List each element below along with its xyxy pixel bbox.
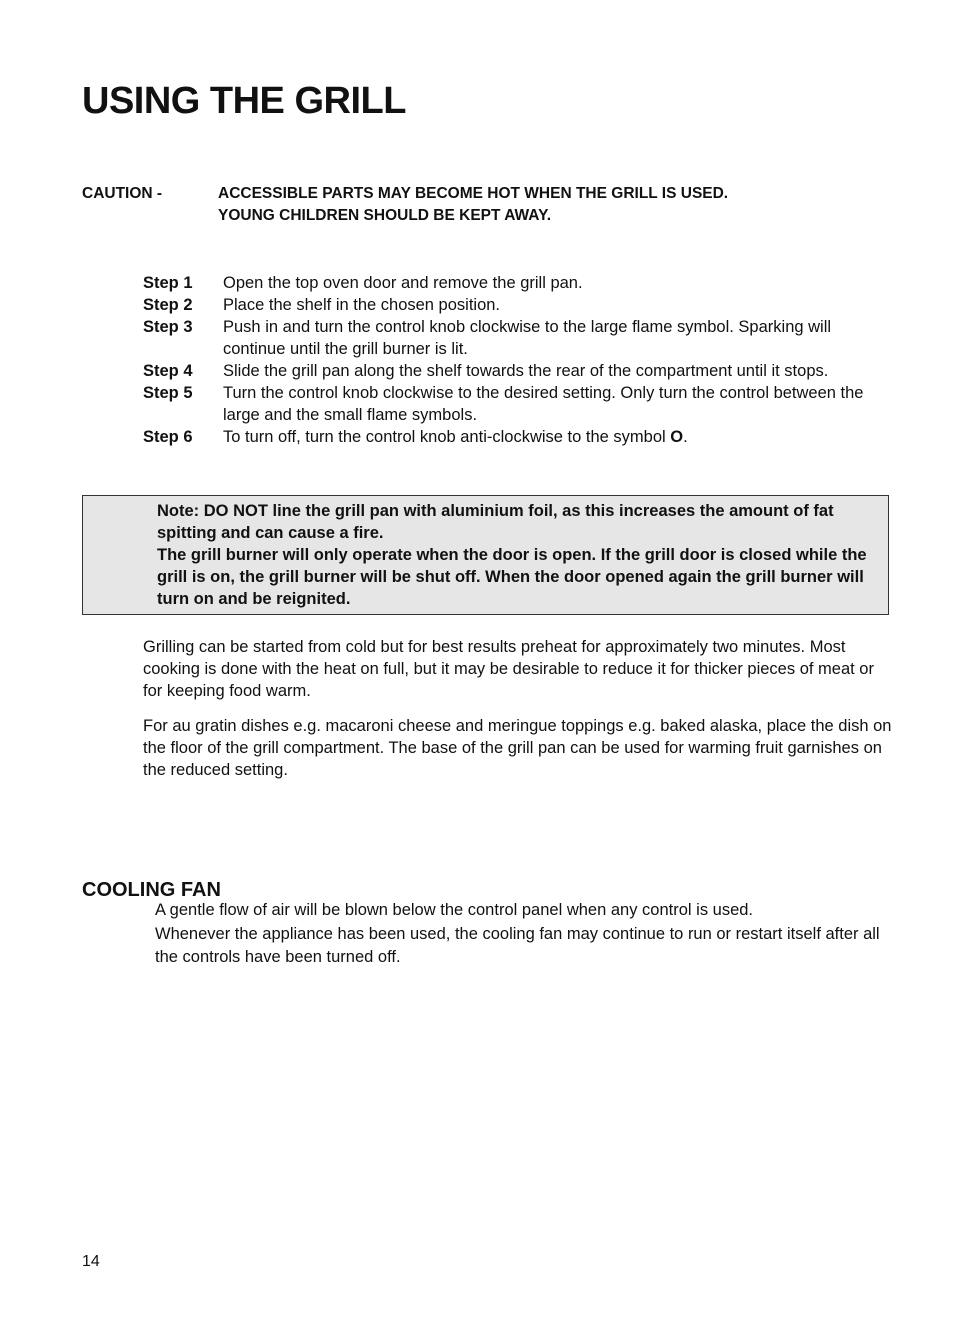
step-label: Step 5 <box>143 384 193 402</box>
cooling-fan-body <box>155 899 895 970</box>
paragraph-au-gratin: For au gratin dishes e.g. macaroni cheese and meringue toppings e.g. baked alaska, place the dish on the floor of the grill compartment. The base of the grill pan can be used for warming fruit garnishes on the reduced setting. <box>143 717 892 779</box>
steps-list <box>143 272 891 448</box>
cooling-fan-paragraph-2: Whenever the appliance has been used, the cooling fan may continue to run or restart itself after all the controls have been turned off. <box>155 924 880 966</box>
step-text-wrapper <box>223 426 891 448</box>
step-5 <box>143 382 891 426</box>
caution-text <box>218 183 898 227</box>
step-text: Push in and turn the control knob clockwise to the large flame symbol. Sparking will continue until the grill burner is lit. <box>223 318 832 358</box>
step-6 <box>143 426 891 448</box>
step-text: Place the shelf in the chosen position. <box>223 296 501 314</box>
step-text: Turn the control knob clockwise to the desired setting. Only turn the control between the large and the small flame symbols. <box>223 384 864 424</box>
step-text: Slide the grill pan along the shelf towards the rear of the compartment until it stops. <box>223 362 829 380</box>
off-symbol: O <box>670 428 684 446</box>
step-suffix: . <box>683 428 688 446</box>
note-text <box>157 500 885 610</box>
step-3 <box>143 316 891 360</box>
step-2 <box>143 294 891 316</box>
page-title: USING THE GRILL <box>82 80 406 122</box>
caution-line-1: ACCESSIBLE PARTS MAY BECOME HOT WHEN THE GRILL IS USED. <box>218 185 729 202</box>
cooling-fan-heading: COOLING FAN <box>82 879 221 901</box>
caution-line-2: YOUNG CHILDREN SHOULD BE KEPT AWAY. <box>218 207 552 224</box>
step-label: Step 3 <box>143 318 193 336</box>
note-paragraph-1: Note: DO NOT line the grill pan with aluminium foil, as this increases the amount of fat spitting and can cause a fire. <box>157 502 834 542</box>
caution-label: CAUTION - <box>82 185 163 202</box>
cooling-fan-paragraph-1: A gentle flow of air will be blown below the control panel when any control is used. <box>155 901 754 919</box>
step-4 <box>143 360 891 382</box>
step-label: Step 2 <box>143 296 193 314</box>
note-paragraph-2: The grill burner will only operate when the door is open. If the grill door is closed while the grill is on, the grill burner will be shut off. When the door opened again the grill burner will turn on and be reignited. <box>157 546 867 608</box>
step-1 <box>143 272 891 294</box>
step-text: To turn off, turn the control knob anti-clockwise to the symbol <box>223 428 671 446</box>
note-box <box>82 495 889 615</box>
paragraph-preheat: Grilling can be started from cold but for best results preheat for approximately two minutes. Most cooking is done with the heat on full, but it may be desirable to reduce it for thicker pieces of meat or for keeping food warm. <box>143 638 874 700</box>
step-label: Step 6 <box>143 428 193 446</box>
body-paragraphs <box>143 636 893 794</box>
step-text: Open the top oven door and remove the grill pan. <box>223 274 583 292</box>
step-label: Step 4 <box>143 362 193 380</box>
page-number: 14 <box>82 1253 100 1270</box>
step-label: Step 1 <box>143 274 193 292</box>
